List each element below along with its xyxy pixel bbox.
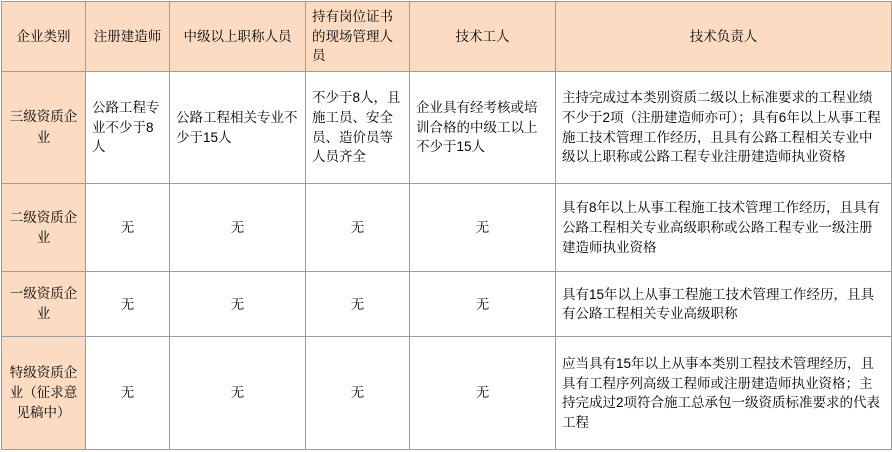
cell-level1-technical-workers: 无: [410, 272, 556, 337]
cell-level2-mid-title-staff: 无: [170, 184, 306, 272]
table-header: [2, 2, 892, 72]
cell-level3-technical-workers: 企业具有经考核或培训合格的中级工以上不少于15人: [410, 71, 556, 184]
column-header-registered-builder: 注册建造师: [86, 2, 170, 72]
table-header-row: [2, 2, 892, 72]
cell-special-site-managers: 无: [306, 337, 410, 450]
cell-level1-site-managers: 无: [306, 272, 410, 337]
column-header-mid-title-staff: 中级以上职称人员: [170, 2, 306, 72]
cell-level3-registered-builder: 公路工程专业不少于8人: [86, 71, 170, 184]
cell-special-technical-leader: 应当具有15年以上从事本类别工程技术管理经历，且具有工程序列高级工程师或注册建造师执业资格；主持完成过2项符合施工总承包一级资质标准要求的代表工程: [556, 337, 892, 450]
cell-level2-technical-workers: 无: [410, 184, 556, 272]
cell-level1-mid-title-staff: 无: [170, 272, 306, 337]
column-header-category: 企业类别: [2, 2, 86, 72]
cell-level2-site-managers: 无: [306, 184, 410, 272]
cell-level3-site-managers: 不少于8人，且施工员、安全员、造价员等人员齐全: [306, 71, 410, 184]
table-row: [2, 71, 892, 184]
cell-level3-mid-title-staff: 公路工程相关专业不少于15人: [170, 71, 306, 184]
row-category-special: 特级资质企业（征求意见稿中）: [2, 337, 86, 450]
table-row: [2, 272, 892, 337]
table-row: [2, 184, 892, 272]
cell-special-technical-workers: 无: [410, 337, 556, 450]
cell-special-registered-builder: 无: [86, 337, 170, 450]
cell-level2-registered-builder: 无: [86, 184, 170, 272]
qualification-table-container: [0, 1, 892, 452]
row-category-level2: 二级资质企业: [2, 184, 86, 272]
cell-special-mid-title-staff: 无: [170, 337, 306, 450]
row-category-level3: 三级资质企业: [2, 71, 86, 184]
column-header-technical-workers: 技术工人: [410, 2, 556, 72]
cell-level3-technical-leader: 主持完成过本类别资质二级以上标准要求的工程业绩不少于2项（注册建造师亦可）；具有6年以上从事工程施工技术管理工作经历，且具有公路工程相关专业中级以上职称或公路工程专业注册建造师执业资格: [556, 71, 892, 184]
cell-level2-technical-leader: 具有8年以上从事工程施工技术管理工作经历，且具有公路工程相关专业高级职称或公路工程专业一级注册建造师执业资格: [556, 184, 892, 272]
table-body: [2, 71, 892, 449]
row-category-level1: 一级资质企业: [2, 272, 86, 337]
table-row: [2, 337, 892, 450]
cell-level1-registered-builder: 无: [86, 272, 170, 337]
qualification-table: [1, 1, 892, 450]
cell-level1-technical-leader: 具有15年以上从事工程施工技术管理工作经历，且具有公路工程相关专业高级职称: [556, 272, 892, 337]
column-header-technical-leader: 技术负责人: [556, 2, 892, 72]
column-header-site-managers: 持有岗位证书的现场管理人员: [306, 2, 410, 72]
